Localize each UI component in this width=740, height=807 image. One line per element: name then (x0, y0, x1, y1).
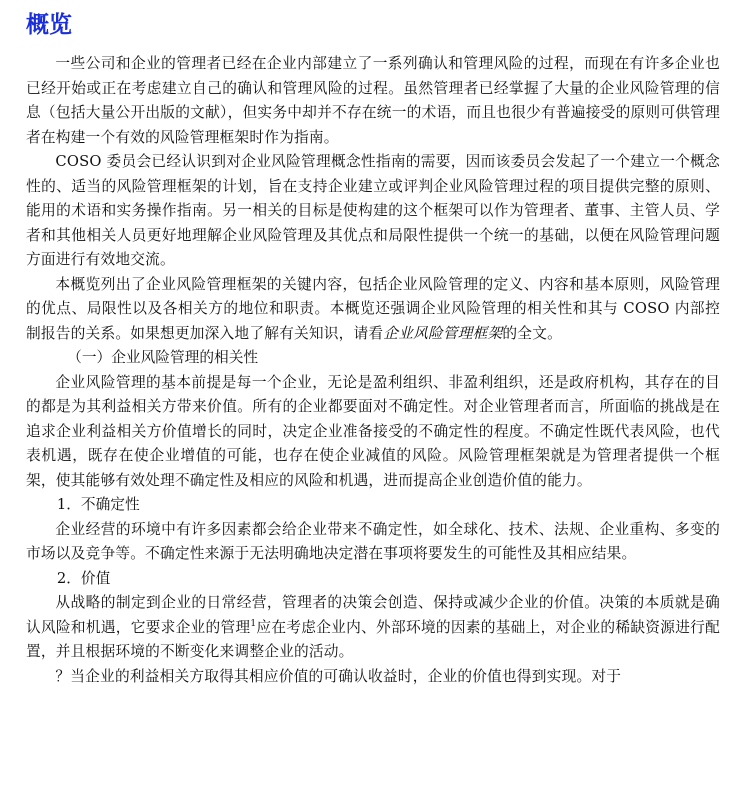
paragraph-coso-need: COSO 委员会已经认识到对企业风险管理概念性指南的需要，因而该委员会发起了一个建立一个概念性的、适当的风险管理框架的计划，旨在支持企业建立或评判企业风险管理过程的项目提供完整的原则、能用的术语和实务操作指南。另一相关的目标是使构建的这个框架可以作为管理者、董事、主管人员、学者和其他相关人员更好地理解企业风险管理及其优点和局限性提供一个统一的基础，以便在风险管理问题方面进行有效地交流。 (26, 153, 720, 268)
paragraph-overview-scope (26, 273, 720, 347)
footnote-marker: 1 (250, 618, 257, 629)
paragraph-overview-scope-text: 本概览列出了企业风险管理框架的关键内容，包括企业风险管理的定义、内容和基本原则，风险管理的优点、局限性以及各相关方的地位和职责。本概览还强调企业风险管理的相关性和其与 COSO 内部控制报告的关系。如果想更加深入地了解有关知识，请看 (26, 275, 720, 342)
paragraph-relevance: 企业风险管理的基本前提是每一个企业，无论是盈利组织、非盈利组织，还是政府机构，其存在的目的都是为其利益相关方带来价值。所有的企业都要面对不确定性。对企业管理者而言，所面临的挑战是在追求企业利益相关方价值增长的同时，决定企业准备接受的不确定性的程度。不确定性既代表风险，也代表机遇，既存在使企业增值的可能，也存在使企业减值的风险。风险管理框架就是为管理者提供一个框架，使其能够有效处理不确定性及相应的风险和机遇，进而提高企业创造价值的能力。 (26, 373, 720, 489)
page-title: 概览 (26, 12, 72, 38)
paragraph-uncertainty: 企业经营的环境中有许多因素都会给企业带来不确定性，如全球化、技术、法规、企业重构、多变的市场以及竞争等。不确定性来源于无法明确地决定潜在事项将要发生的可能性及其相应结果。 (26, 520, 720, 562)
book-title-reference: 企业风险管理框架 (383, 324, 503, 342)
section-heading-relevance: （一）企业风险管理的相关性 (67, 349, 259, 366)
paragraph-value-realization: ？当企业的利益相关方取得其相应价值的可确认收益时，企业的价值也得到实现。对于 (55, 667, 622, 685)
paragraph-value-tail: 应在考虑企业内、外部环境的因素的基础上，对企业的稀缺资源进行配置，并且根据环境的不断变化来调整企业的活动。 (26, 618, 720, 660)
subheading-value: 2．价值 (56, 569, 111, 587)
paragraph-value-text: 从战略的制定到企业的日常经营，管理者的决策会创造、保持或减少企业的价值。决策的本质就是确认风险和机遇，它要求企业的管理 (26, 594, 720, 636)
subheading-uncertainty: 1．不确定性 (56, 496, 140, 513)
paragraph-intro: 一些公司和企业的管理者已经在企业内部建立了一系列确认和管理风险的过程，而现在有许多企业也已经开始或正在考虑建立自己的确认和管理风险的过程。虽然管理者已经掌握了大量的企业风险管理的信息（包括大量公开出版的文献），但实务中却并不存在统一的术语，而且也很少有普遍接受的原则可供管理者在构建一个有效的风险管理框架时作为指南。 (26, 55, 720, 146)
paragraph-overview-scope-tail: 的全文。 (502, 324, 562, 342)
paragraph-value (26, 591, 720, 665)
